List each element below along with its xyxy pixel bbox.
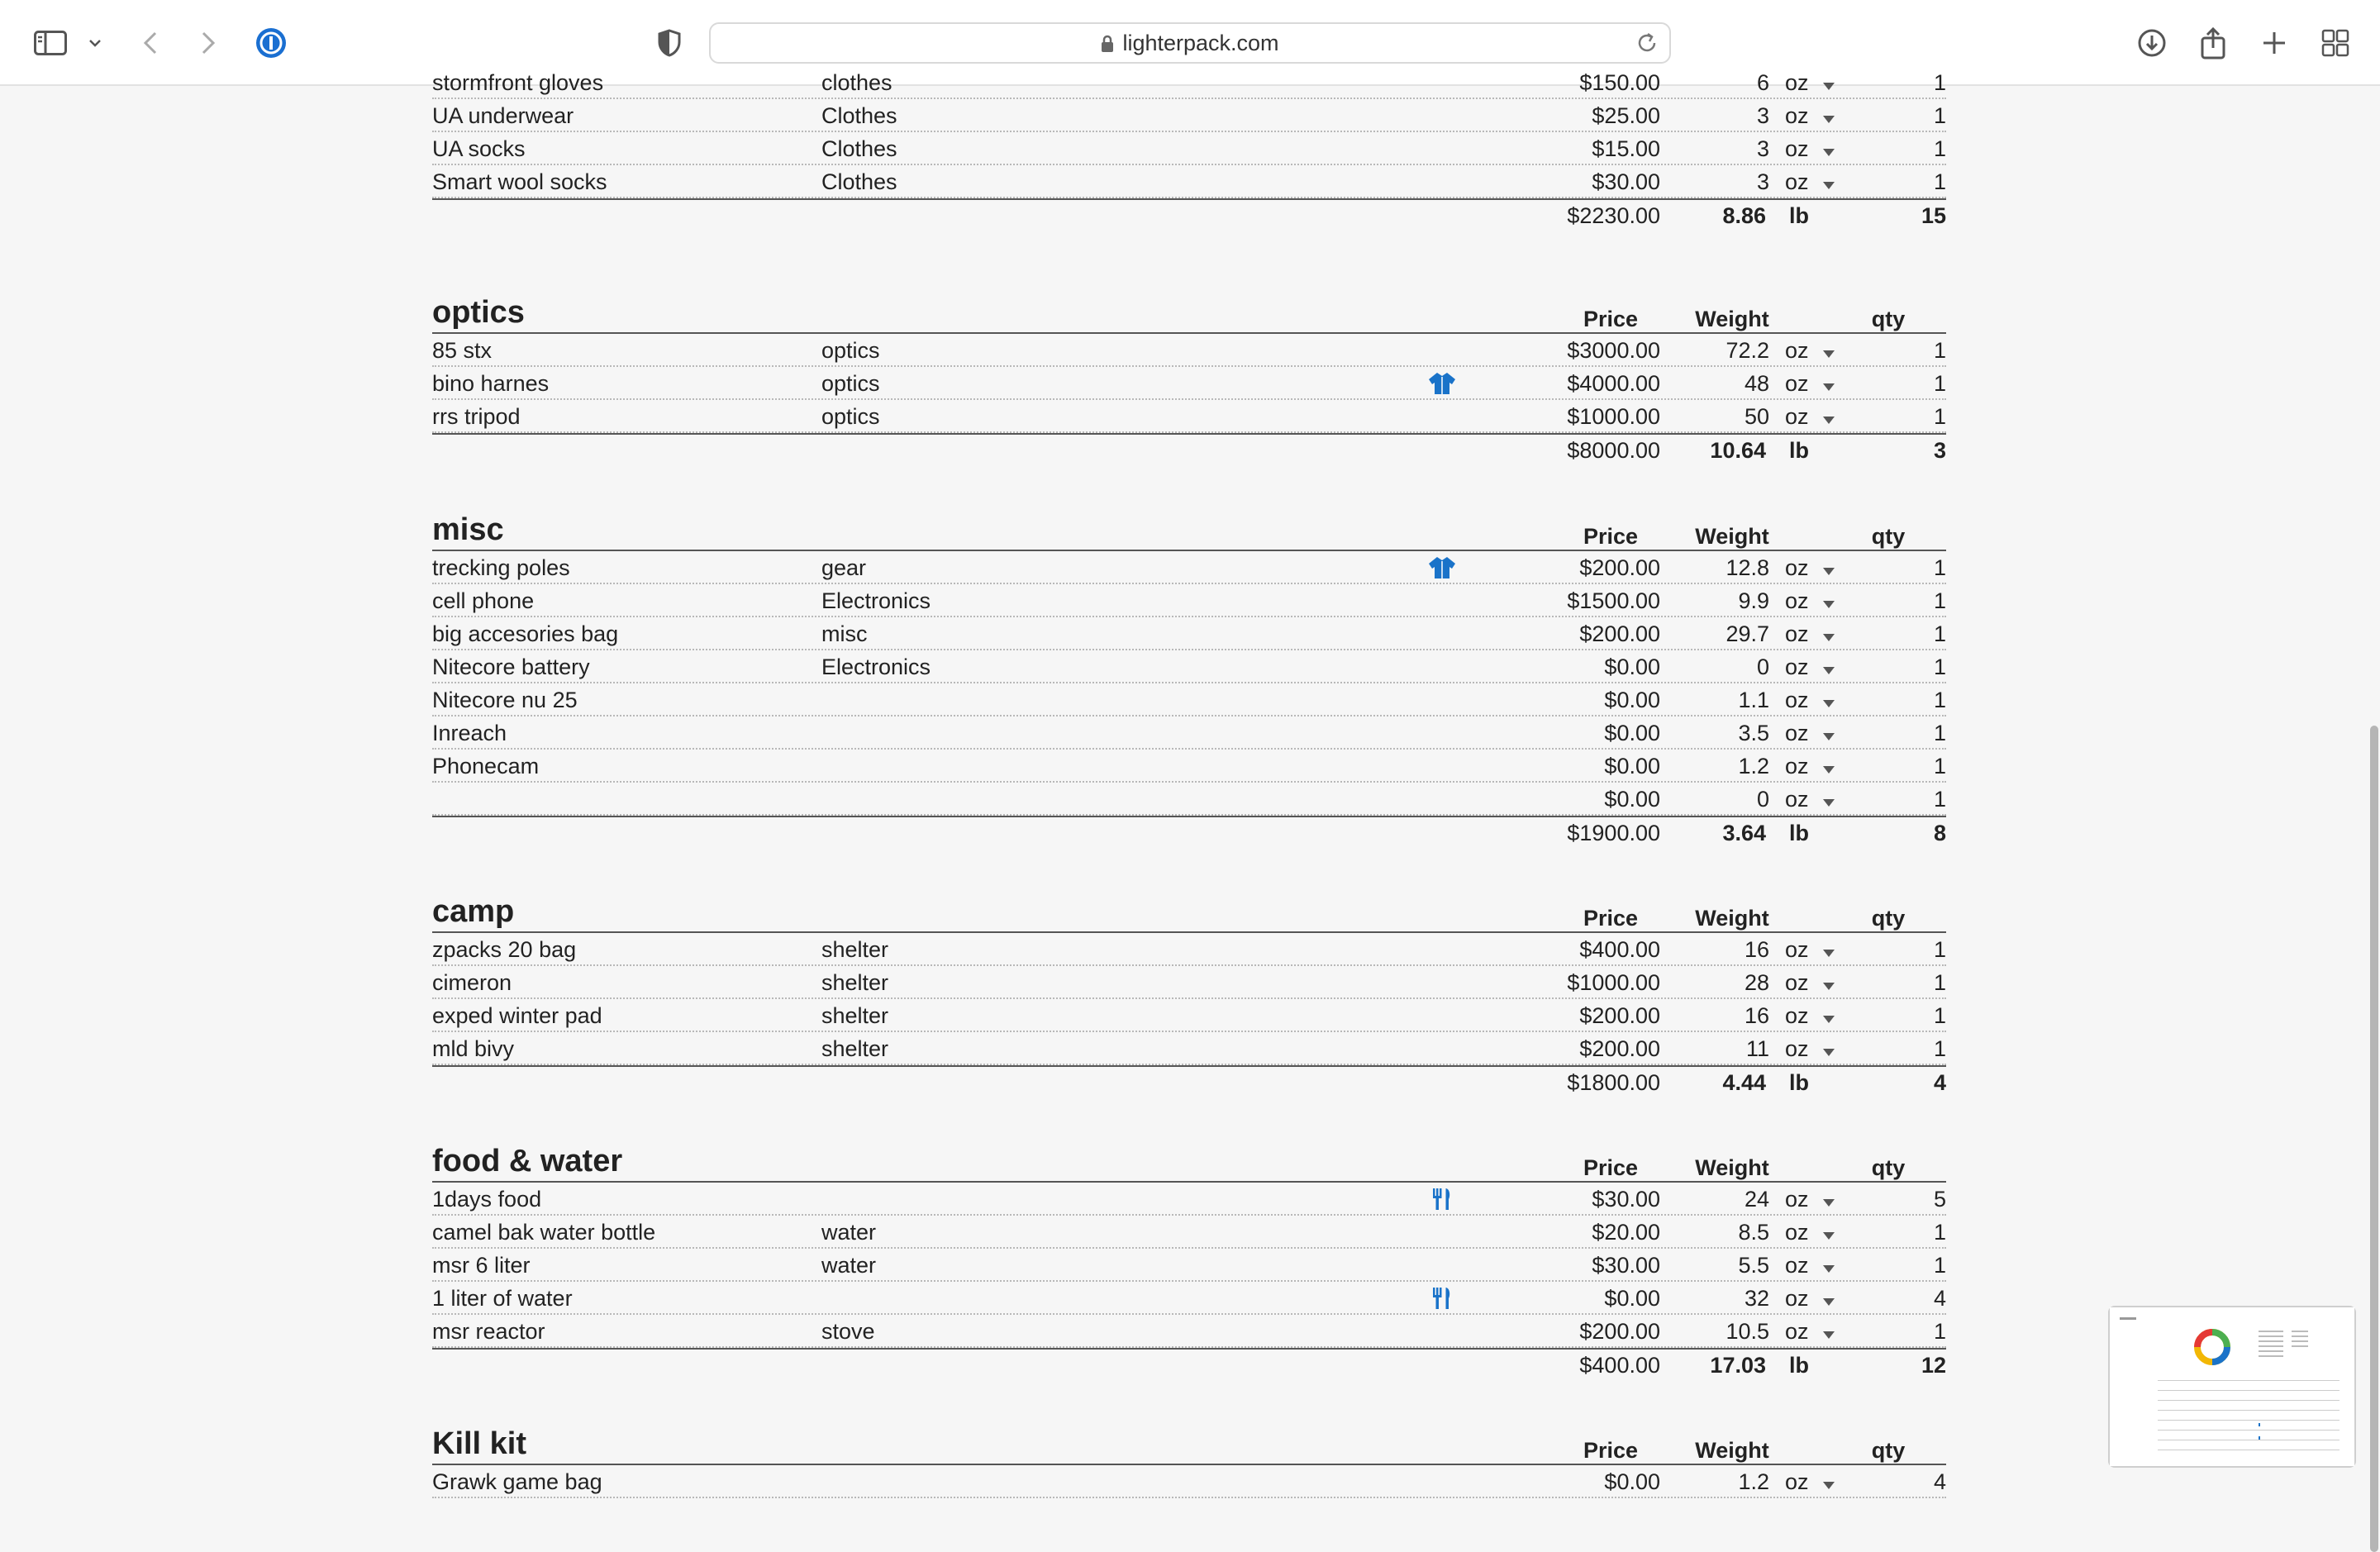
unit-select[interactable]: oz (1785, 787, 1809, 812)
item-qty[interactable]: 1 (1933, 136, 1946, 161)
item-qty[interactable]: 1 (1933, 754, 1946, 778)
total-weight: 3.64 (1722, 821, 1766, 845)
category-header (432, 1426, 1946, 1465)
item-weight[interactable]: 1.2 (1738, 1469, 1769, 1494)
item-description[interactable]: Electronics (821, 655, 931, 679)
item-weight[interactable]: 3 (1756, 103, 1769, 128)
chevron-down-icon[interactable] (1823, 551, 1835, 584)
lock-icon (1101, 26, 1114, 64)
item-qty[interactable]: 1 (1933, 688, 1946, 712)
item-description[interactable]: Electronics (821, 588, 931, 613)
category-total (432, 198, 1946, 231)
item-row (432, 1315, 1946, 1348)
total-qty: 3 (1933, 438, 1946, 463)
item-price[interactable]: $1000.00 (1567, 404, 1660, 429)
item-price[interactable]: $4000.00 (1567, 371, 1660, 396)
chevron-down-icon[interactable] (1823, 66, 1835, 99)
item-weight[interactable]: 29.7 (1726, 621, 1769, 646)
item-price[interactable]: $0.00 (1604, 1469, 1660, 1494)
item-row (432, 683, 1946, 716)
item-weight[interactable]: 1.2 (1738, 754, 1769, 778)
unit-select[interactable]: oz (1785, 169, 1809, 194)
item-name[interactable]: bino harnes (432, 371, 550, 396)
unit-select[interactable]: oz (1785, 1319, 1809, 1344)
item-price[interactable]: $20.00 (1592, 1220, 1660, 1245)
item-qty[interactable]: 1 (1933, 937, 1946, 962)
item-description[interactable]: gear (821, 555, 867, 580)
item-qty[interactable]: 1 (1933, 1003, 1946, 1028)
forward-icon[interactable] (188, 23, 228, 63)
price-column-header[interactable]: Price (1583, 1155, 1639, 1180)
unit-select[interactable]: oz (1785, 688, 1809, 712)
price-column-header[interactable]: Price (1583, 1438, 1639, 1463)
chevron-down-icon[interactable] (1823, 716, 1835, 750)
tab-overview-icon[interactable] (2316, 23, 2355, 63)
item-price[interactable]: $30.00 (1592, 1187, 1660, 1212)
consumable-utensils-icon[interactable] (1424, 1183, 1460, 1216)
item-price[interactable]: $0.00 (1604, 787, 1660, 812)
item-name[interactable]: Nitecore battery (432, 655, 590, 679)
item-name[interactable]: exped winter pad (432, 1003, 602, 1028)
reload-icon[interactable] (1635, 31, 1659, 55)
item-name[interactable]: msr reactor (432, 1319, 545, 1344)
item-weight[interactable]: 5.5 (1738, 1253, 1769, 1278)
item-price[interactable]: $200.00 (1579, 555, 1660, 580)
weight-column-header[interactable]: Weight (1695, 524, 1769, 549)
item-name[interactable]: cell phone (432, 588, 535, 613)
unit-select[interactable]: oz (1785, 621, 1809, 646)
item-qty[interactable]: 1 (1933, 1319, 1946, 1344)
unit-select[interactable]: oz (1785, 1469, 1809, 1494)
item-description[interactable]: shelter (821, 970, 889, 995)
chevron-down-icon[interactable] (1823, 617, 1835, 650)
item-price[interactable]: $0.00 (1604, 655, 1660, 679)
item-weight[interactable]: 3 (1756, 169, 1769, 194)
total-price: $400.00 (1579, 1353, 1660, 1378)
item-weight[interactable]: 50 (1744, 404, 1769, 429)
chevron-down-icon[interactable] (1823, 400, 1835, 433)
total-unit: lb (1789, 438, 1809, 463)
item-row (432, 1465, 1946, 1498)
chevron-down-icon[interactable] (1823, 999, 1835, 1032)
privacy-shield-icon[interactable] (650, 23, 689, 63)
worn-shirt-icon[interactable] (1424, 367, 1460, 400)
total-price: $8000.00 (1567, 438, 1660, 463)
item-qty[interactable]: 1 (1933, 721, 1946, 745)
item-qty[interactable]: 1 (1933, 1036, 1946, 1061)
item-row (432, 367, 1946, 400)
category-title[interactable]: food & water (432, 1144, 623, 1178)
chevron-down-icon[interactable] (1823, 1465, 1835, 1498)
unit-select[interactable]: oz (1785, 655, 1809, 679)
item-row (432, 1282, 1946, 1315)
back-icon[interactable] (131, 23, 170, 63)
total-qty: 8 (1933, 821, 1946, 845)
category-total (432, 1065, 1946, 1098)
item-qty[interactable]: 1 (1933, 787, 1946, 812)
item-price[interactable]: $200.00 (1579, 1319, 1660, 1344)
chevron-down-icon[interactable] (83, 23, 107, 63)
item-weight[interactable]: 10.5 (1726, 1319, 1769, 1344)
item-price[interactable]: $200.00 (1579, 621, 1660, 646)
total-price: $1800.00 (1567, 1070, 1660, 1095)
item-name[interactable]: cimeron (432, 970, 512, 995)
total-unit: lb (1789, 1353, 1809, 1378)
item-name[interactable]: Grawk game bag (432, 1469, 602, 1494)
unit-select[interactable]: oz (1785, 1036, 1809, 1061)
item-weight[interactable]: 0 (1756, 787, 1769, 812)
item-weight[interactable]: 11 (1745, 1036, 1769, 1061)
item-row (432, 750, 1946, 783)
page-thumbnail-preview[interactable] (2108, 1306, 2356, 1468)
item-name[interactable]: 85 stx (432, 338, 493, 363)
chevron-down-icon[interactable] (1823, 334, 1835, 367)
category-total (432, 816, 1946, 849)
chevron-down-icon[interactable] (1823, 933, 1835, 966)
item-description[interactable]: optics (821, 371, 880, 396)
item-qty[interactable]: 5 (1933, 1187, 1946, 1212)
item-name[interactable]: Inreach (432, 721, 507, 745)
item-description[interactable]: shelter (821, 1003, 889, 1028)
item-name[interactable]: UA underwear (432, 103, 574, 128)
unit-select[interactable]: oz (1785, 1220, 1809, 1245)
chevron-down-icon[interactable] (1823, 750, 1835, 783)
item-name[interactable]: msr 6 liter (432, 1253, 531, 1278)
total-weight: 17.03 (1710, 1353, 1766, 1378)
item-name[interactable]: 1days food (432, 1187, 542, 1212)
item-row (432, 1216, 1946, 1249)
item-qty[interactable]: 1 (1933, 338, 1946, 363)
item-description[interactable]: stove (821, 1319, 875, 1344)
weight-column-header[interactable]: Weight (1695, 307, 1769, 331)
total-qty: 12 (1921, 1353, 1946, 1378)
item-description[interactable]: misc (821, 621, 868, 646)
qty-column-header[interactable]: qty (1871, 524, 1906, 549)
weight-column-header[interactable]: Weight (1695, 906, 1769, 931)
item-weight[interactable]: 1.1 (1738, 688, 1769, 712)
item-row (432, 933, 1946, 966)
item-row (432, 132, 1946, 165)
item-row (432, 334, 1946, 367)
price-column-header[interactable]: Price (1583, 524, 1639, 549)
item-qty[interactable]: 1 (1933, 1253, 1946, 1278)
item-row (432, 584, 1946, 617)
unit-select[interactable]: oz (1785, 588, 1809, 613)
item-weight[interactable]: 16 (1744, 1003, 1769, 1028)
item-weight[interactable]: 72.2 (1726, 338, 1769, 363)
item-name[interactable]: rrs tripod (432, 404, 521, 429)
chevron-down-icon[interactable] (1823, 1282, 1835, 1315)
item-qty[interactable]: 1 (1933, 169, 1946, 194)
category-header (432, 894, 1946, 933)
unit-select[interactable]: oz (1785, 1253, 1809, 1278)
item-price[interactable]: $400.00 (1579, 937, 1660, 962)
item-description[interactable]: shelter (821, 1036, 889, 1061)
item-name[interactable]: stormfront gloves (432, 70, 604, 95)
weight-column-header[interactable]: Weight (1695, 1438, 1769, 1463)
item-name[interactable]: mld bivy (432, 1036, 515, 1061)
item-name[interactable]: zpacks 20 bag (432, 937, 577, 962)
item-price[interactable]: $0.00 (1604, 1286, 1660, 1311)
unit-select[interactable]: oz (1785, 70, 1809, 95)
item-description[interactable]: Clothes (821, 136, 897, 161)
category-header (432, 295, 1946, 334)
item-qty[interactable]: 4 (1933, 1286, 1946, 1311)
item-name[interactable]: trecking poles (432, 555, 570, 580)
item-name[interactable]: UA socks (432, 136, 526, 161)
password-manager-icon[interactable] (251, 23, 291, 63)
address-bar[interactable] (709, 22, 1671, 64)
item-qty[interactable]: 1 (1933, 588, 1946, 613)
chevron-down-icon[interactable] (1823, 1315, 1835, 1348)
unit-select[interactable]: oz (1785, 1003, 1809, 1028)
item-row (432, 400, 1946, 433)
total-weight: 4.44 (1722, 1070, 1766, 1095)
item-description[interactable]: optics (821, 404, 880, 429)
unit-select[interactable]: oz (1785, 937, 1809, 962)
item-row (432, 66, 1946, 99)
chevron-down-icon[interactable] (1823, 650, 1835, 683)
item-qty[interactable]: 1 (1933, 371, 1946, 396)
total-price: $1900.00 (1567, 821, 1660, 845)
qty-column-header[interactable]: qty (1871, 1155, 1906, 1180)
total-unit: lb (1789, 1070, 1809, 1095)
item-qty[interactable]: 4 (1933, 1469, 1946, 1494)
chevron-down-icon[interactable] (1823, 99, 1835, 132)
item-weight[interactable]: 6 (1756, 70, 1769, 95)
item-qty[interactable]: 1 (1933, 555, 1946, 580)
downloads-icon[interactable] (2132, 23, 2172, 63)
item-price[interactable]: $30.00 (1592, 1253, 1660, 1278)
price-column-header[interactable]: Price (1583, 906, 1639, 931)
chevron-down-icon[interactable] (1823, 1216, 1835, 1249)
item-weight[interactable]: 3 (1756, 136, 1769, 161)
item-description[interactable]: shelter (821, 937, 889, 962)
item-row (432, 551, 1946, 584)
unit-select[interactable]: oz (1785, 103, 1809, 128)
weight-column-header[interactable]: Weight (1695, 1155, 1769, 1180)
item-description[interactable]: water (821, 1220, 877, 1245)
item-row (432, 650, 1946, 683)
item-qty[interactable]: 1 (1933, 103, 1946, 128)
total-qty: 15 (1921, 203, 1946, 228)
chevron-down-icon[interactable] (1823, 165, 1835, 198)
item-qty[interactable]: 1 (1933, 621, 1946, 646)
unit-select[interactable]: oz (1785, 754, 1809, 778)
item-row (432, 783, 1946, 816)
unit-select[interactable]: oz (1785, 970, 1809, 995)
category-title[interactable]: camp (432, 894, 515, 929)
chevron-down-icon[interactable] (1823, 584, 1835, 617)
item-weight[interactable]: 48 (1744, 371, 1769, 396)
item-name[interactable]: camel bak water bottle (432, 1220, 656, 1245)
chevron-down-icon[interactable] (1823, 966, 1835, 999)
item-row (432, 966, 1946, 999)
item-price[interactable]: $0.00 (1604, 754, 1660, 778)
total-unit: lb (1789, 821, 1809, 845)
item-price[interactable]: $1000.00 (1567, 970, 1660, 995)
unit-select[interactable]: oz (1785, 136, 1809, 161)
item-name[interactable]: big accesories bag (432, 621, 619, 646)
sidebar-toggle-icon[interactable] (30, 23, 71, 63)
item-weight[interactable]: 12.8 (1726, 555, 1769, 580)
item-name[interactable]: Smart wool socks (432, 169, 607, 194)
item-description[interactable]: optics (821, 338, 880, 363)
item-price[interactable]: $150.00 (1579, 70, 1660, 95)
total-weight: 8.86 (1722, 203, 1766, 228)
item-row (432, 999, 1946, 1032)
item-row (432, 99, 1946, 132)
item-qty[interactable]: 1 (1933, 70, 1946, 95)
total-weight: 10.64 (1710, 438, 1766, 463)
unit-select[interactable]: oz (1785, 404, 1809, 429)
item-qty[interactable]: 1 (1933, 404, 1946, 429)
item-qty[interactable]: 1 (1933, 655, 1946, 679)
worn-shirt-icon[interactable] (1424, 551, 1460, 584)
item-price[interactable]: $1500.00 (1567, 588, 1660, 613)
qty-column-header[interactable]: qty (1871, 906, 1906, 931)
item-weight[interactable]: 16 (1744, 937, 1769, 962)
unit-select[interactable]: oz (1785, 555, 1809, 580)
unit-select[interactable]: oz (1785, 721, 1809, 745)
item-weight[interactable]: 0 (1756, 655, 1769, 679)
item-price[interactable]: $200.00 (1579, 1036, 1660, 1061)
item-weight[interactable]: 24 (1744, 1187, 1769, 1212)
item-qty[interactable]: 1 (1933, 970, 1946, 995)
chevron-down-icon[interactable] (1823, 1183, 1835, 1216)
item-price[interactable]: $0.00 (1604, 688, 1660, 712)
total-price: $2230.00 (1567, 203, 1660, 228)
item-weight[interactable]: 28 (1744, 970, 1769, 995)
unit-select[interactable]: oz (1785, 1187, 1809, 1212)
item-weight[interactable]: 3.5 (1738, 721, 1769, 745)
new-tab-icon[interactable] (2254, 23, 2294, 63)
item-row (432, 617, 1946, 650)
chevron-down-icon[interactable] (1823, 783, 1835, 816)
category-title[interactable]: misc (432, 512, 504, 547)
item-row (432, 1249, 1946, 1282)
item-price[interactable]: $3000.00 (1567, 338, 1660, 363)
total-unit: lb (1789, 203, 1809, 228)
share-icon[interactable] (2193, 23, 2233, 63)
item-name[interactable]: Nitecore nu 25 (432, 688, 578, 712)
unit-select[interactable]: oz (1785, 1286, 1809, 1311)
item-description[interactable]: Clothes (821, 103, 897, 128)
category-total (432, 433, 1946, 466)
item-weight[interactable]: 32 (1744, 1286, 1769, 1311)
scrollbar[interactable] (2368, 86, 2380, 1488)
chevron-down-icon[interactable] (1823, 1032, 1835, 1065)
item-name[interactable]: 1 liter of water (432, 1286, 573, 1311)
category-title[interactable]: Kill kit (432, 1426, 527, 1461)
item-description[interactable]: clothes (821, 70, 892, 95)
qty-column-header[interactable]: qty (1871, 307, 1906, 331)
item-price[interactable]: $25.00 (1592, 103, 1660, 128)
item-name[interactable]: Phonecam (432, 754, 540, 778)
category-header (432, 1146, 1946, 1183)
item-price[interactable]: $30.00 (1592, 169, 1660, 194)
item-qty[interactable]: 1 (1933, 1220, 1946, 1245)
category-title[interactable]: optics (432, 295, 525, 330)
item-weight[interactable]: 8.5 (1738, 1220, 1769, 1245)
item-row (432, 1183, 1946, 1216)
price-column-header[interactable]: Price (1583, 307, 1639, 331)
unit-select[interactable]: oz (1785, 371, 1809, 396)
item-row (432, 165, 1946, 198)
item-price[interactable]: $15.00 (1592, 136, 1660, 161)
item-row (432, 716, 1946, 750)
consumable-utensils-icon[interactable] (1424, 1282, 1460, 1315)
item-price[interactable]: $0.00 (1604, 721, 1660, 745)
category-header (432, 512, 1946, 551)
chevron-down-icon[interactable] (1823, 132, 1835, 165)
unit-select[interactable]: oz (1785, 338, 1809, 363)
total-qty: 4 (1933, 1070, 1946, 1095)
chevron-down-icon[interactable] (1823, 367, 1835, 400)
scroll-thumb[interactable] (2370, 726, 2378, 1552)
qty-column-header[interactable]: qty (1871, 1438, 1906, 1463)
item-weight[interactable]: 9.9 (1738, 588, 1769, 613)
item-description[interactable]: Clothes (821, 169, 897, 194)
chevron-down-icon[interactable] (1823, 683, 1835, 716)
item-description[interactable]: water (821, 1253, 877, 1278)
address-text: lighterpack.com (1122, 31, 1279, 55)
item-row (432, 1032, 1946, 1065)
chevron-down-icon[interactable] (1823, 1249, 1835, 1282)
category-total (432, 1348, 1946, 1381)
item-price[interactable]: $200.00 (1579, 1003, 1660, 1028)
